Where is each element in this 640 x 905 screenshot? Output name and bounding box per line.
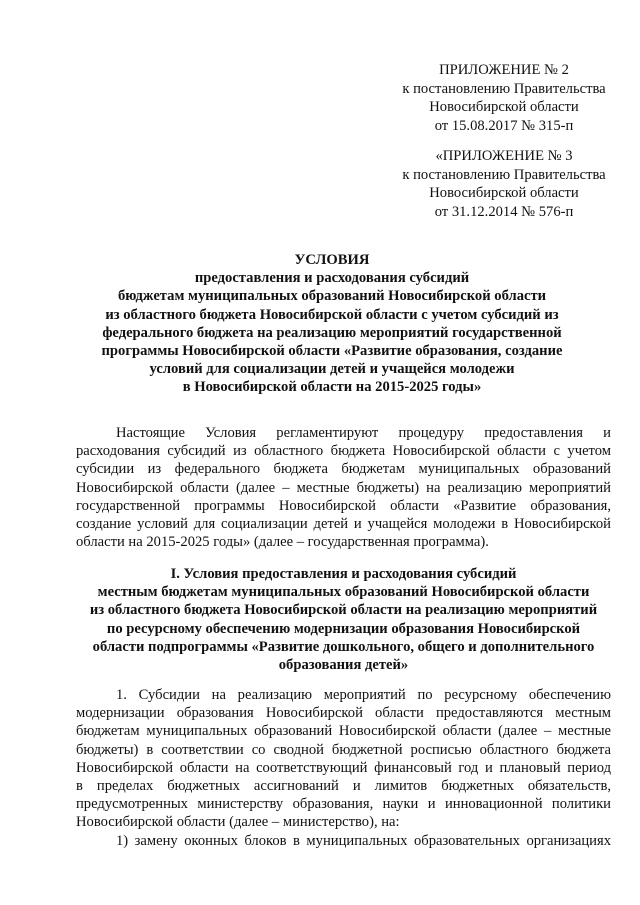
appendix-2-resolution-ref: к постановлению Правительства	[402, 80, 606, 97]
title-line: условий для социализации детей и учащейся молодежи	[149, 361, 515, 378]
title-line: в Новосибирской области на 2015-2025 годы»	[182, 379, 482, 396]
section-heading-line: местным бюджетам муниципальных образований Новосибирской области	[97, 584, 590, 601]
section-heading-line: области подпрограммы «Развитие дошкольного, общего и дополнительного	[92, 638, 595, 655]
subclause-1-line: 1) замену оконных блоков в муниципальных образовательных организациях	[116, 832, 611, 849]
intro-paragraph	[76, 424, 611, 551]
paragraph-line: 1. Субсидии на реализацию мероприятий по ресурсному обеспечению	[116, 687, 611, 703]
title-line: программы Новосибирской области «Развитие образования, создание	[101, 343, 563, 360]
paragraph-line: Новосибирской области (далее – министерство), на:	[76, 814, 400, 831]
title-line: из областного бюджета Новосибирской области с учетом субсидий из	[105, 306, 559, 323]
paragraph-line: в пределах бюджетных ассигнований и лимитов бюджетных обязательств,	[76, 778, 611, 795]
title-line: бюджетам муниципальных образований Новосибирской области	[117, 288, 547, 305]
appendix-2-date-number: от 15.08.2017 № 315-п	[434, 117, 574, 134]
appendix-3-label: «ПРИЛОЖЕНИЕ № 3	[435, 148, 573, 164]
appendix-2-region: Новосибирской области	[429, 99, 579, 115]
appendix-2-header	[374, 61, 634, 135]
title-heading: УСЛОВИЯ	[294, 252, 370, 268]
paragraph-line: предусмотренных министерству образования, науки и инновационной политики	[76, 796, 611, 813]
paragraph-line: расходования субсидий из областного бюджета Новосибирской области с учетом	[76, 443, 611, 460]
appendix-3-header	[374, 147, 634, 221]
appendix-3-resolution-ref: к постановлению Правительства	[402, 166, 606, 183]
paragraph-line: бюджетам муниципальных образований Новосибирской области (далее – местные	[76, 723, 611, 740]
section-heading-line: I. Условия предоставления и расходования субсидий	[170, 566, 517, 582]
paragraph-line: бюджеты) в соответствии со сводной бюджетной росписью областного бюджета	[76, 741, 611, 758]
paragraph-line: Новосибирской области на соответствующий финансовый год и плановый период	[76, 759, 611, 776]
paragraph-line: Настоящие Условия регламентируют процедуру предоставления и	[116, 425, 611, 441]
paragraph-line: создание условий для социализации детей и учащейся молодежи в Новосибирской	[76, 516, 611, 533]
document-title	[76, 251, 588, 397]
title-line: предоставления и расходования субсидий	[194, 270, 470, 287]
appendix-3-region: Новосибирской области	[429, 185, 579, 201]
paragraph-line: государственной программы Новосибирской области «Развитие образования,	[76, 497, 611, 514]
title-line: федерального бюджета на реализацию мероприятий государственной	[102, 324, 562, 341]
appendix-3-date-number: от 31.12.2014 № 576-п	[434, 203, 574, 220]
section-heading-line: из областного бюджета Новосибирской области на реализацию мероприятий	[89, 602, 598, 619]
paragraph-line: области на 2015-2025 годы» (далее – государственная программа).	[76, 534, 489, 551]
paragraph-line: Новосибирской области (далее – местные бюджеты) на реализацию мероприятий	[76, 479, 611, 496]
section-heading-line: по ресурсному обеспечению модернизации образования Новосибирской	[106, 620, 581, 637]
paragraph-line: субсидии из федерального бюджета бюджетам муниципальных образований	[76, 461, 611, 478]
section-1-heading	[76, 565, 611, 674]
appendix-2-label: ПРИЛОЖЕНИЕ № 2	[439, 62, 569, 78]
clause-1-paragraph	[76, 686, 611, 850]
section-heading-line: образования детей»	[278, 657, 409, 674]
paragraph-line: модернизации образования Новосибирской области предоставляются местным	[76, 705, 611, 722]
